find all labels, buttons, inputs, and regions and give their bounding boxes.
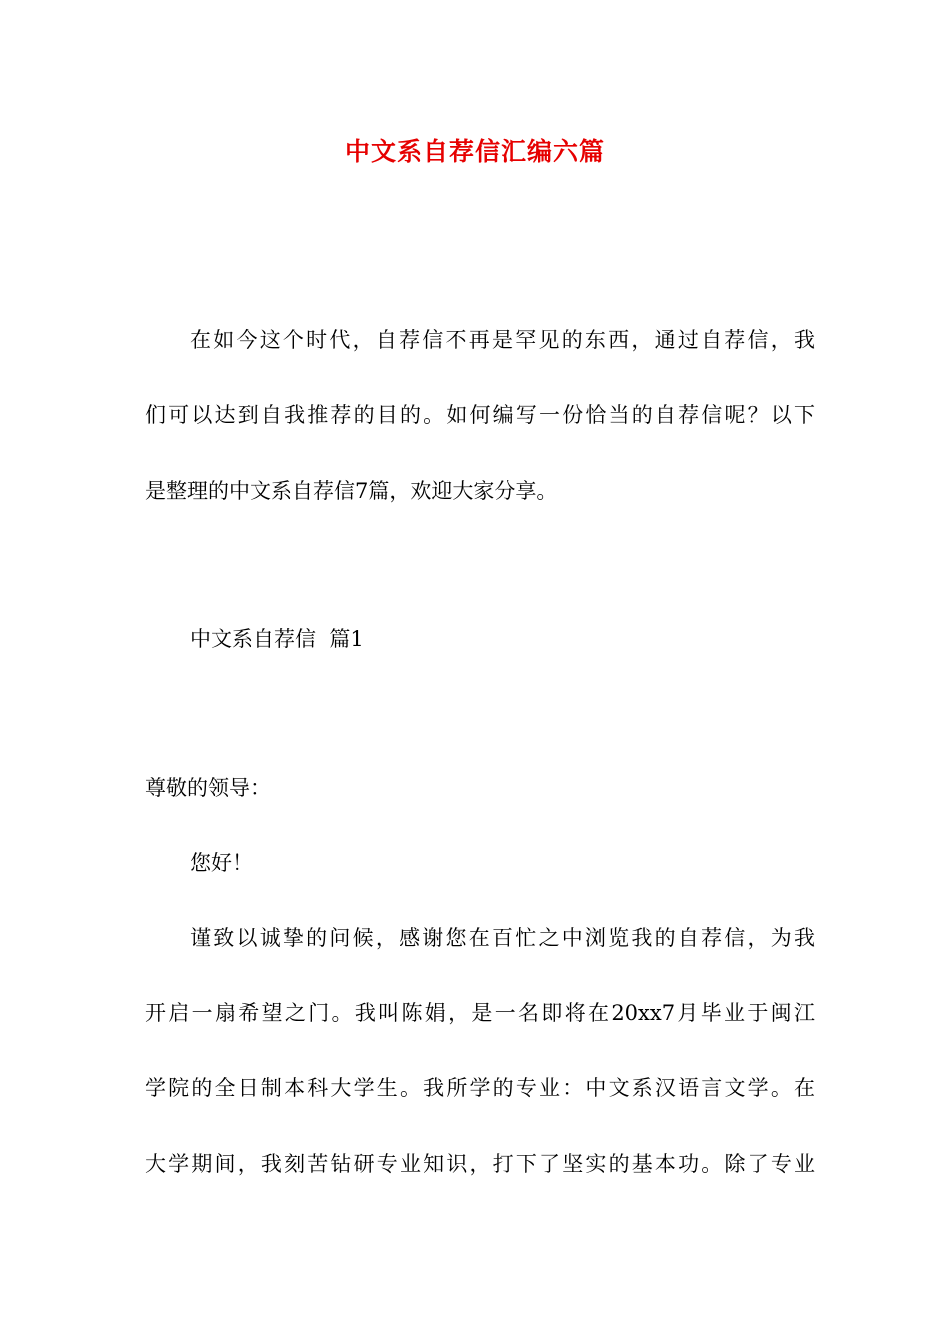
greeting: 您好！ [190, 851, 253, 875]
body-line: 谨致以诚挚的问候，感谢您在百忙之中浏览我的自荐信，为我 [190, 926, 815, 950]
body-line: 大学期间，我刻苦钻研专业知识，打下了坚实的基本功。除了专业 [145, 1152, 815, 1176]
body-line: 学院的全日制本科大学生。我所学的专业：中文系汉语言文学。在 [145, 1076, 815, 1100]
intro-line: 是整理的中文系自荐信7篇，欢迎大家分享。 [145, 479, 558, 503]
intro-line: 在如今这个时代，自荐信不再是罕见的东西，通过自荐信，我 [190, 328, 815, 352]
document-title: 中文系自荐信汇编六篇 [344, 137, 605, 166]
section-heading: 中文系自荐信 篇1 [190, 627, 364, 651]
salutation: 尊敬的领导： [145, 776, 271, 800]
intro-line: 们可以达到自我推荐的目的。如何编写一份恰当的自荐信呢？以下 [145, 403, 815, 427]
body-line: 开启一扇希望之门。我叫陈娟，是一名即将在20xx7月毕业于闽江 [145, 1001, 815, 1025]
